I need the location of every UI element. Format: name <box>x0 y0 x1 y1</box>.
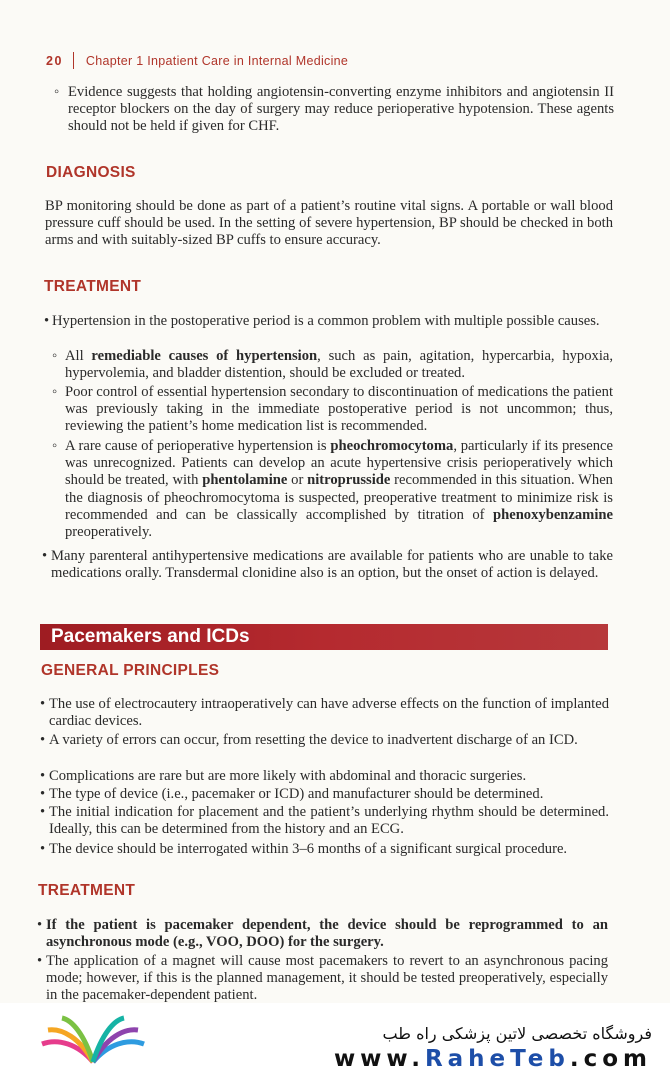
list-item <box>54 84 614 136</box>
paragraph: The type of device (i.e., pacemaker or ICD) and manufacturer should be determined. <box>49 786 544 802</box>
paragraph: A variety of errors can occur, from resetting the device to inadvertent discharge of an ICD. <box>49 732 578 748</box>
treatment-heading: TREATMENT <box>44 278 142 295</box>
paragraph: The initial indication for placement and the patient’s underlying rhythm should be determined. Ideally, this can be determined from the history and an ECG. <box>49 804 609 838</box>
bullet-icon: • <box>44 313 50 329</box>
list-item <box>40 841 609 858</box>
diagnosis-text: BP monitoring should be done as part of a patient’s routine vital signs. A portable or wall blood pressure cuff should be used. In the setting of severe hypertension, BP should be checked in both arms and with suitably-sized BP cuffs to ensure accuracy. <box>45 198 613 249</box>
running-header <box>46 52 348 69</box>
diagnosis-heading: DIAGNOSIS <box>46 164 136 181</box>
general-principles-heading: GENERAL PRINCIPLES <box>41 662 220 679</box>
list-item <box>44 313 613 330</box>
paragraph: The application of a magnet will cause most pacemakers to revert to an asynchronous pacing mode; however, if this is the planned management, it should be tested preoperatively, especially in the pacemaker-dependent patient. <box>46 953 608 1004</box>
section-banner <box>40 624 608 650</box>
list-item <box>37 953 608 1005</box>
paragraph: If the patient is pacemaker dependent, the device should be reprogrammed to an asynchronous mode (e.g., VOO, DOO) for the surgery. <box>46 917 608 951</box>
paragraph: Evidence suggests that holding angiotensin-converting enzyme inhibitors and angiotensin II receptor blockers on the day of surgery may reduce perioperative hypotension. These agents should not be held if given for CHF. <box>68 84 614 135</box>
bullet-icon: • <box>40 804 46 820</box>
list-item <box>40 768 609 785</box>
section-title: Pacemakers and ICDs <box>51 626 250 647</box>
list-item <box>52 384 613 436</box>
paragraph: Many parenteral antihypertensive medications are available for patients who are unable to take medications orally. Transdermal clonidine also is an option, but the onset of action is delayed. <box>51 548 613 582</box>
list-item <box>40 696 609 730</box>
bullet-icon: • <box>40 768 46 784</box>
treatment-heading-2: TREATMENT <box>38 882 136 899</box>
paragraph: The device should be interrogated within 3–6 months of a significant surgical procedure. <box>49 841 568 857</box>
paragraph: Complications are rare but are more likely with abdominal and thoracic surgeries. <box>49 768 527 784</box>
paragraph: A rare cause of perioperative hypertension is pheochromocytoma, particularly if its presence was unrecognized. Patients can develop an acute hypertensive crisis perioperatively which should be treated, with phentolamine or nitroprusside recommended in this situation. When the diagnosis of pheochromocytoma is suspected, preoperative treatment to minimize risk is recommended and can be classically accomplished by titration of phenoxybenzamine preoperatively. <box>65 438 613 541</box>
bullet-icon: • <box>42 548 48 564</box>
list-item <box>37 917 608 951</box>
list-item <box>52 348 613 382</box>
shop-name: فروشگاه تخصصی لاتین پزشکی راه طب <box>382 1024 652 1043</box>
paragraph: Hypertension in the postoperative period is a common problem with multiple possible causes. <box>52 313 600 329</box>
paragraph: All remediable causes of hypertension, such as pain, agitation, hypercarbia, hypoxia, hypervolemia, and bladder distention, should be excluded or treated. <box>65 348 614 382</box>
paragraph: The use of electrocautery intraoperatively can have adverse effects on the function of implanted cardiac devices. <box>49 696 609 730</box>
sub-bullet-icon: ◦ <box>52 384 58 400</box>
header-divider <box>73 52 74 69</box>
sub-bullet-icon: ◦ <box>52 438 58 454</box>
chapter-title: Chapter 1 Inpatient Care in Internal Medicine <box>85 54 349 68</box>
list-item <box>40 732 609 749</box>
sub-bullet-icon: ◦ <box>54 84 60 100</box>
page-number: 20 <box>46 54 63 68</box>
list-item <box>40 804 609 838</box>
bullet-icon: • <box>37 917 43 933</box>
list-item <box>52 438 613 541</box>
bullet-icon: • <box>40 786 46 802</box>
paragraph: Poor control of essential hypertension secondary to discontinuation of medications the patient was previously taking in the immediate postoperative period is not uncommon; thus, reviewing the patient’s home medication list is recommended. <box>65 384 613 435</box>
book-logo-icon <box>38 1014 148 1070</box>
bullet-icon: • <box>37 953 43 969</box>
sub-bullet-icon: ◦ <box>52 348 58 364</box>
bullet-icon: • <box>40 696 46 712</box>
bullet-icon: • <box>40 732 46 748</box>
bullet-icon: • <box>40 841 46 857</box>
list-item <box>42 548 613 582</box>
shop-url[interactable]: www.RaheTeb.com <box>333 1046 652 1072</box>
list-item <box>40 786 609 803</box>
